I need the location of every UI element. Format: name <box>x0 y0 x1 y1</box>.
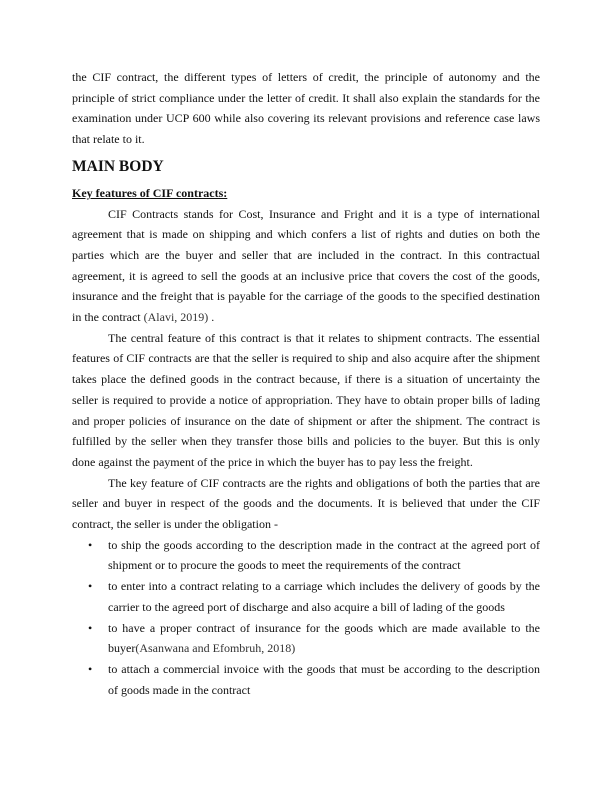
document-page <box>72 67 540 700</box>
bullet-icon: • <box>88 661 93 676</box>
paragraph-key-feature: The key feature of CIF contracts are the rights and obligations of both the parties that are seller and buyer in respect of the goods and the documents. It is believed that under the CIF contract, the seller is under the obligation - <box>72 475 540 532</box>
list-item-text: to have a proper contract of insurance for the goods which are made available to the buyer <box>108 620 540 656</box>
bullet-icon: • <box>88 620 93 635</box>
list-item-text: to enter into a contract relating to a carriage which includes the delivery of goods by the carrier to the agreed port of discharge and also acquire a bill of lading of the goods <box>108 579 540 614</box>
paragraph-central-feature: The central feature of this contract is that it relates to shipment contracts. The essential features of CIF contracts are that the seller is required to ship and also acquire after the shipment takes place the defined goods in the contract because, if there is a situation of uncertainty the seller is required to provide a notice of appropriation. They have to obtain proper bills of lading and proper policies of insurance on the date of shipment or after the shipment. The contract is fulfilled by the seller when they transfer those bills and policies to the buyer. But this is only done against the payment of the price in which the buyer has to pay less the freight. <box>72 330 540 469</box>
list-item <box>72 535 540 576</box>
obligations-list <box>72 535 540 701</box>
list-item-text: to attach a commercial invoice with the goods that must be according to the description of goods made in the contract <box>108 661 540 697</box>
intro-paragraph: the CIF contract, the different types of letters of credit, the principle of autonomy and the principle of strict compliance under the letter of credit. It shall also explain the standards for the examination under UCP 600 while also covering its relevant provisions and reference case laws that relate to it. <box>72 70 540 147</box>
main-heading: MAIN BODY <box>72 157 164 175</box>
citation: (Alavi, 2019) <box>143 310 209 325</box>
paragraph-cif-definition <box>72 204 540 328</box>
paragraph-tail: . <box>208 310 215 325</box>
subheading: Key features of CIF contracts: <box>72 185 228 200</box>
citation: (Asanwana and Efombruh, 2018) <box>135 641 296 656</box>
bullet-icon: • <box>88 537 93 552</box>
paragraph-text: CIF Contracts stands for Cost, Insurance and Fright and it is a type of international agreement that is made on shipping and which confers a list of rights and duties on both the parties which are the buyer and seller that are included in the contract. In this contractual agreement, it is agreed to sell the goods at an inclusive price that covers the cost of the goods, insurance and the freight that is payable for the carriage of the goods to the specified destination in the contract <box>72 206 540 325</box>
bullet-icon: • <box>88 579 93 594</box>
list-item <box>72 576 540 617</box>
list-item <box>72 659 540 700</box>
list-item-text: to ship the goods according to the description made in the contract at the agreed port of shipment or to procure the goods to meet the requirements of the contract <box>108 537 540 573</box>
list-item <box>72 618 540 659</box>
